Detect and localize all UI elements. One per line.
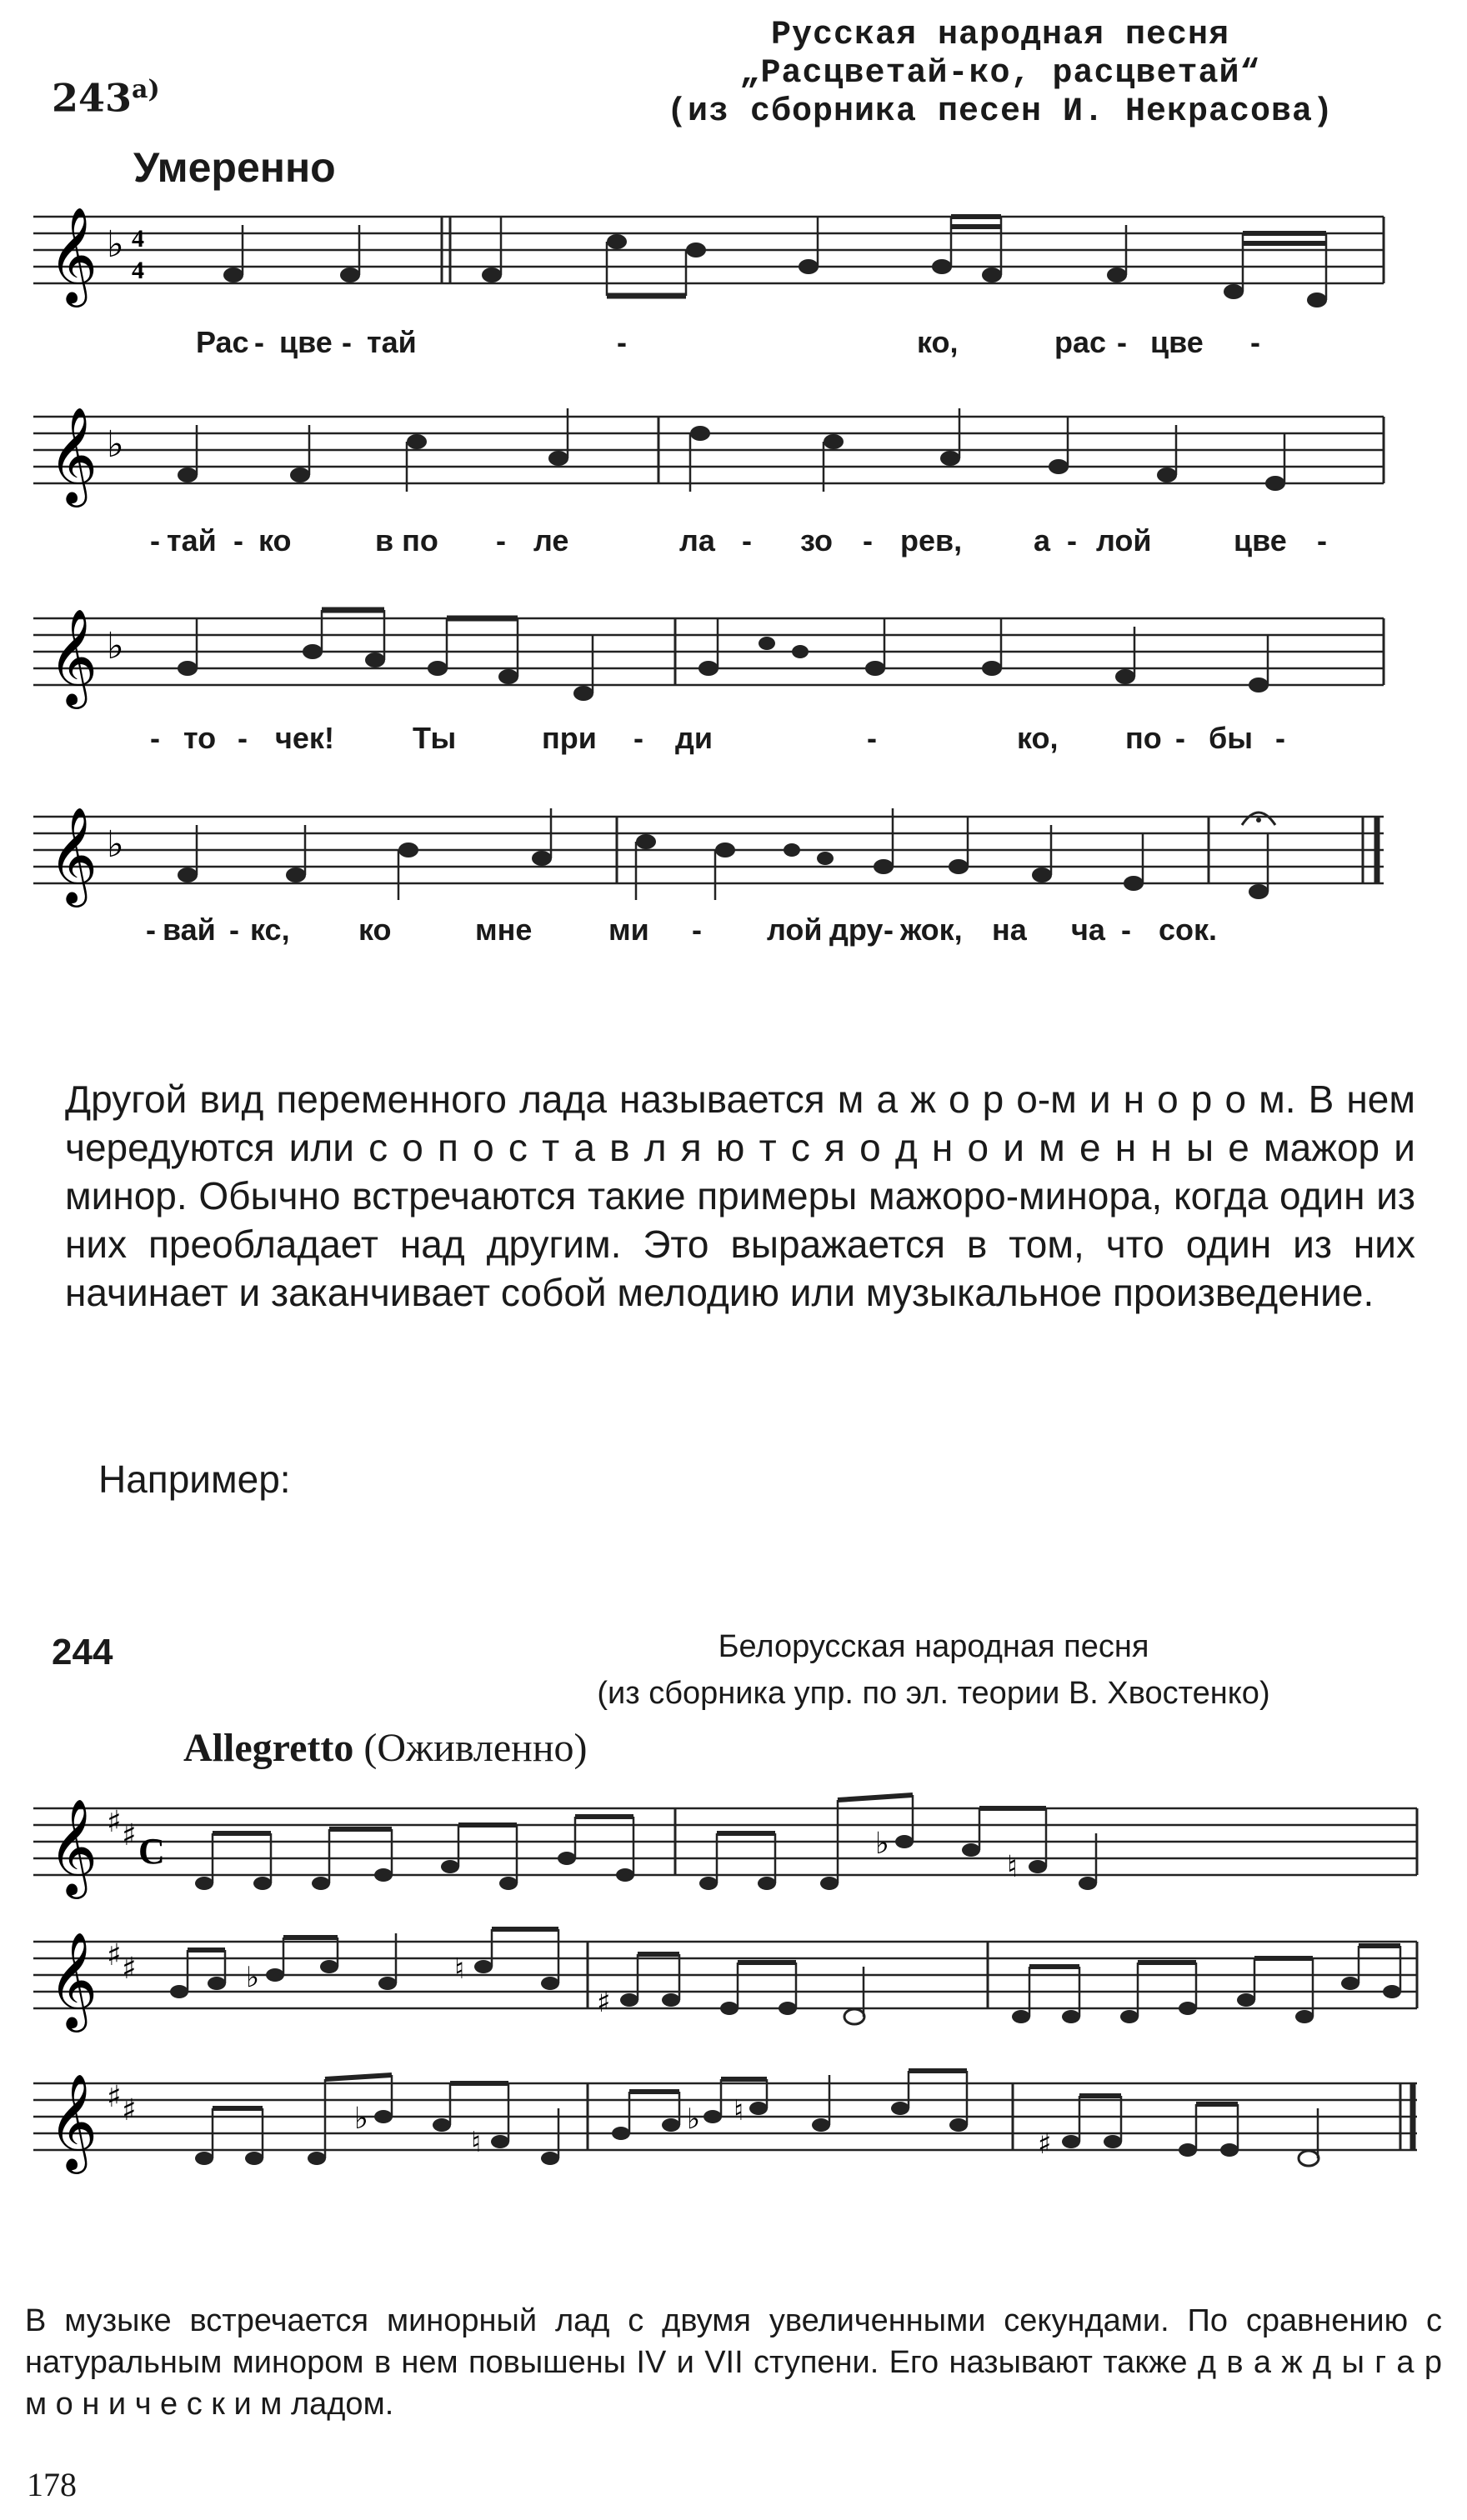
staff-5 — [33, 1783, 1450, 1900]
flat-icon: ♭ — [107, 423, 124, 466]
treble-clef-icon: 𝄞 — [48, 1798, 98, 1895]
body-paragraph: Другой вид переменного лада называется м а ж о р о-м и н о р о м. В нем чередуются или с о п о с т а в л я ю т с я о д н о и м е н н ы е мажор и минор. Обычно встречаются такие примеры мажоро-минора, когда один из них преобладает над другим. Это выражается в том, что один из них начинает и заканчивает собой мелодию или музыкальное произведение. — [65, 1078, 1415, 1314]
song-title: „Расцветай-ко, расцветай“ — [739, 55, 1261, 92]
example-number-243: $243^{а)}$ — [52, 75, 160, 121]
song-source: (из сборника упр. по эл. теории В. Хвостенко) — [597, 1676, 1270, 1711]
page-number: 178 — [27, 2466, 77, 2503]
tempo-marking: Умеренно — [133, 144, 336, 191]
lyrics-line-2: - тай - ко в по - ле ла - зо - рев, а - лой цве - — [150, 523, 1327, 558]
song-header-244 — [433, 1623, 1434, 1717]
svg-text:♭: ♭ — [246, 1961, 260, 1994]
svg-text:♮: ♮ — [734, 2094, 744, 2128]
sharp-icon: ♯ — [107, 2080, 122, 2114]
flat-icon: ♭ — [107, 625, 124, 668]
staff-lines — [33, 2083, 1417, 2150]
svg-text:4: 4 — [132, 225, 144, 252]
svg-text:♮: ♮ — [471, 2126, 482, 2159]
treble-clef-icon: 𝄞 — [48, 2072, 98, 2170]
svg-text:C: C — [138, 1831, 165, 1872]
treble-clef-icon: 𝄞 — [48, 1931, 98, 2028]
staff-2 — [33, 400, 1400, 508]
staff-7 — [33, 2058, 1450, 2175]
svg-text:♭: ♭ — [687, 2102, 701, 2136]
staff-lines — [33, 817, 1384, 883]
lyrics-line-3: - то - чек! Ты при - ди - ко, по - бы - — [150, 721, 1285, 755]
svg-text:♯: ♯ — [1038, 2128, 1052, 2161]
svg-text:♭: ♭ — [875, 1827, 889, 1861]
staff-6 — [33, 1917, 1450, 2033]
notes — [223, 217, 1384, 308]
treble-clef-icon: 𝄞 — [48, 406, 98, 503]
notes — [178, 808, 1377, 900]
staff-4 — [33, 800, 1400, 908]
svg-text:♭: ♭ — [354, 2102, 368, 2136]
svg-text:♮: ♮ — [1007, 1850, 1018, 1884]
bottom-paragraph: В музыке встречается минорный лад с двумя увеличенными секундами. По сравнению с натуральным минором в нем повышены IV и VII ступени. Его называют также д в а ж д ы г а р м о н и ч е с к и м ладом. — [25, 2303, 1442, 2422]
treble-clef-icon: 𝄞 — [48, 608, 98, 705]
staff-1 — [33, 200, 1400, 308]
sharp-icon: ♯ — [122, 1952, 137, 1986]
treble-clef-icon: 𝄞 — [48, 206, 98, 303]
flat-icon: ♭ — [107, 823, 124, 866]
staff-lines — [33, 417, 1384, 483]
svg-text:♮: ♮ — [454, 1952, 465, 1986]
sharp-icon: ♯ — [122, 2093, 137, 2128]
song-origin: Белорусская народная песня — [718, 1629, 1149, 1664]
song-header-243 — [600, 17, 1400, 132]
song-source: (из сборника песен И. Некрасова) — [666, 93, 1334, 131]
sharp-icon: ♯ — [122, 1818, 137, 1852]
sharp-icon: ♯ — [107, 1805, 122, 1839]
example-label: Например: — [98, 1458, 291, 1501]
lyrics-line-1: Рас - цве - тай - ко, рас - цве - — [196, 325, 1260, 359]
lyrics-line-4: - вай - кс, ко мне ми - лой дру - жок, на ча - сок. — [146, 912, 1218, 947]
staff-3 — [33, 602, 1400, 710]
sharp-icon: ♯ — [107, 1938, 122, 1972]
flat-icon: ♭ — [107, 223, 124, 266]
tempo-marking: Allegretto (Оживленно) — [183, 1726, 588, 1770]
notes — [178, 610, 1384, 701]
svg-text:♯: ♯ — [597, 1986, 611, 2019]
notes — [170, 1929, 1417, 2024]
staff-lines — [33, 1808, 1417, 1875]
notes — [195, 2071, 1413, 2166]
staff-lines — [33, 1942, 1417, 2008]
svg-text:4: 4 — [132, 257, 144, 284]
example-number-244: 244 — [52, 1632, 113, 1672]
song-origin: Русская народная песня — [770, 17, 1230, 54]
treble-clef-icon: 𝄞 — [48, 806, 98, 903]
